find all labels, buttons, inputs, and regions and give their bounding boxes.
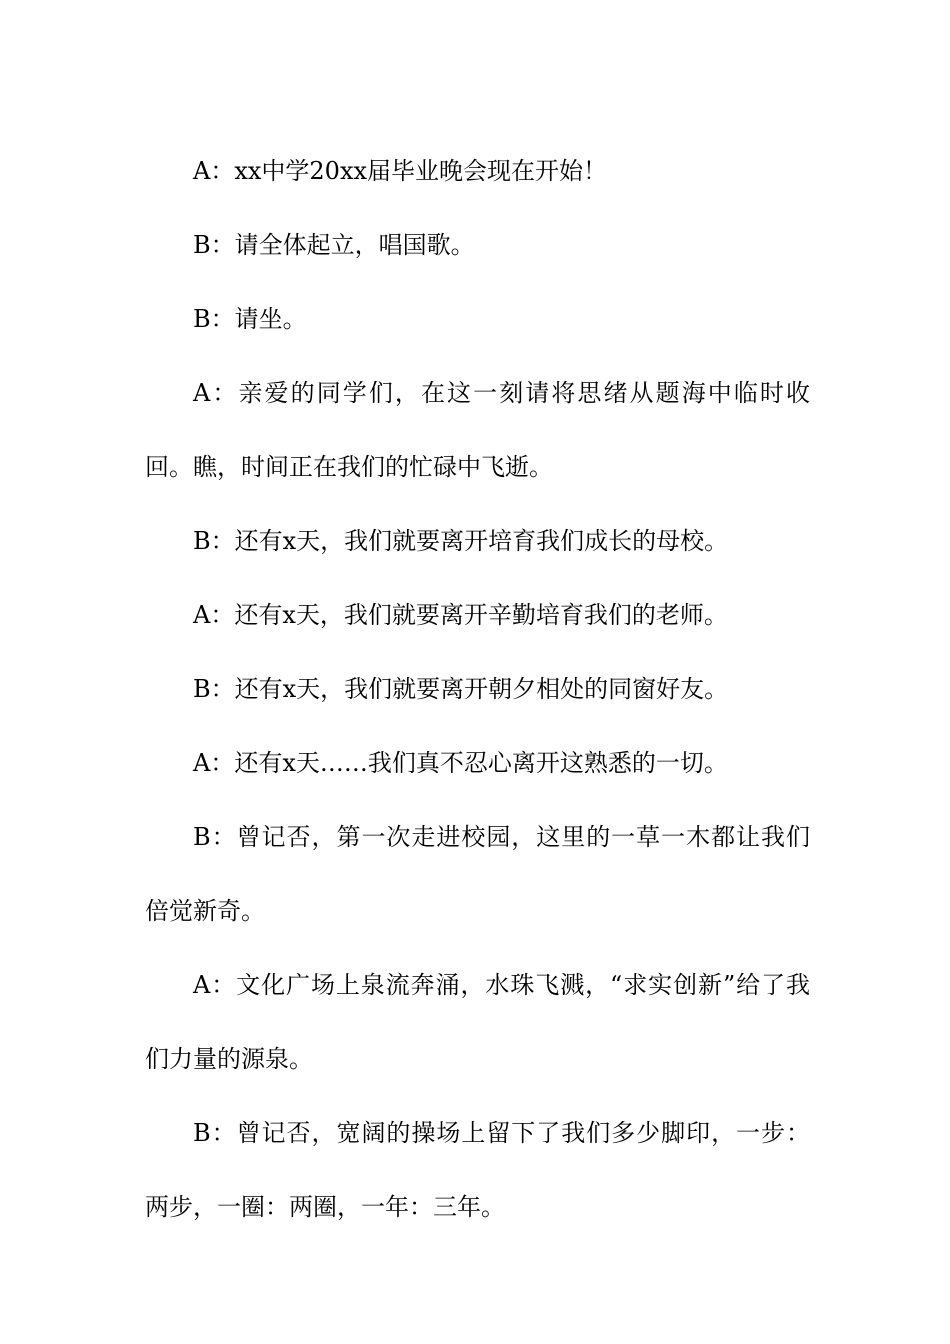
paragraph-opening: A：xx中学20xx届毕业晚会现在开始！ xyxy=(193,157,608,185)
paragraph-culture-square: A：文化广场上泉流奔涌，水珠飞溅，“求实创新”给了我们力量的源泉。 xyxy=(145,971,810,1073)
paragraph-leave-everything: A：还有x天……我们真不忍心离开这熟悉的一切。 xyxy=(193,749,728,777)
paragraph-playground: B：曾记否，宽阔的操场上留下了我们多少脚印，一步：两步，一圈：两圈，一年：三年。 xyxy=(145,1119,810,1221)
paragraph-leave-school: B：还有x天，我们就要离开培育我们成长的母校。 xyxy=(193,527,729,555)
document-body xyxy=(145,134,810,1244)
paragraph-dear-classmates: A：亲爱的同学们，在这一刻请将思绪从题海中临时收回。瞧，时间正在我们的忙碌中飞逝。 xyxy=(145,379,810,481)
paragraph-anthem: B：请全体起立，唱国歌。 xyxy=(193,231,475,259)
paragraph-leave-teachers: A：还有x天，我们就要离开辛勤培育我们的老师。 xyxy=(193,601,728,629)
paragraph-first-day: B：曾记否，第一次走进校园，这里的一草一木都让我们倍觉新奇。 xyxy=(145,823,810,925)
paragraph-leave-friends: B：还有x天，我们就要离开朝夕相处的同窗好友。 xyxy=(193,675,729,703)
paragraph-be-seated: B：请坐。 xyxy=(193,305,307,333)
